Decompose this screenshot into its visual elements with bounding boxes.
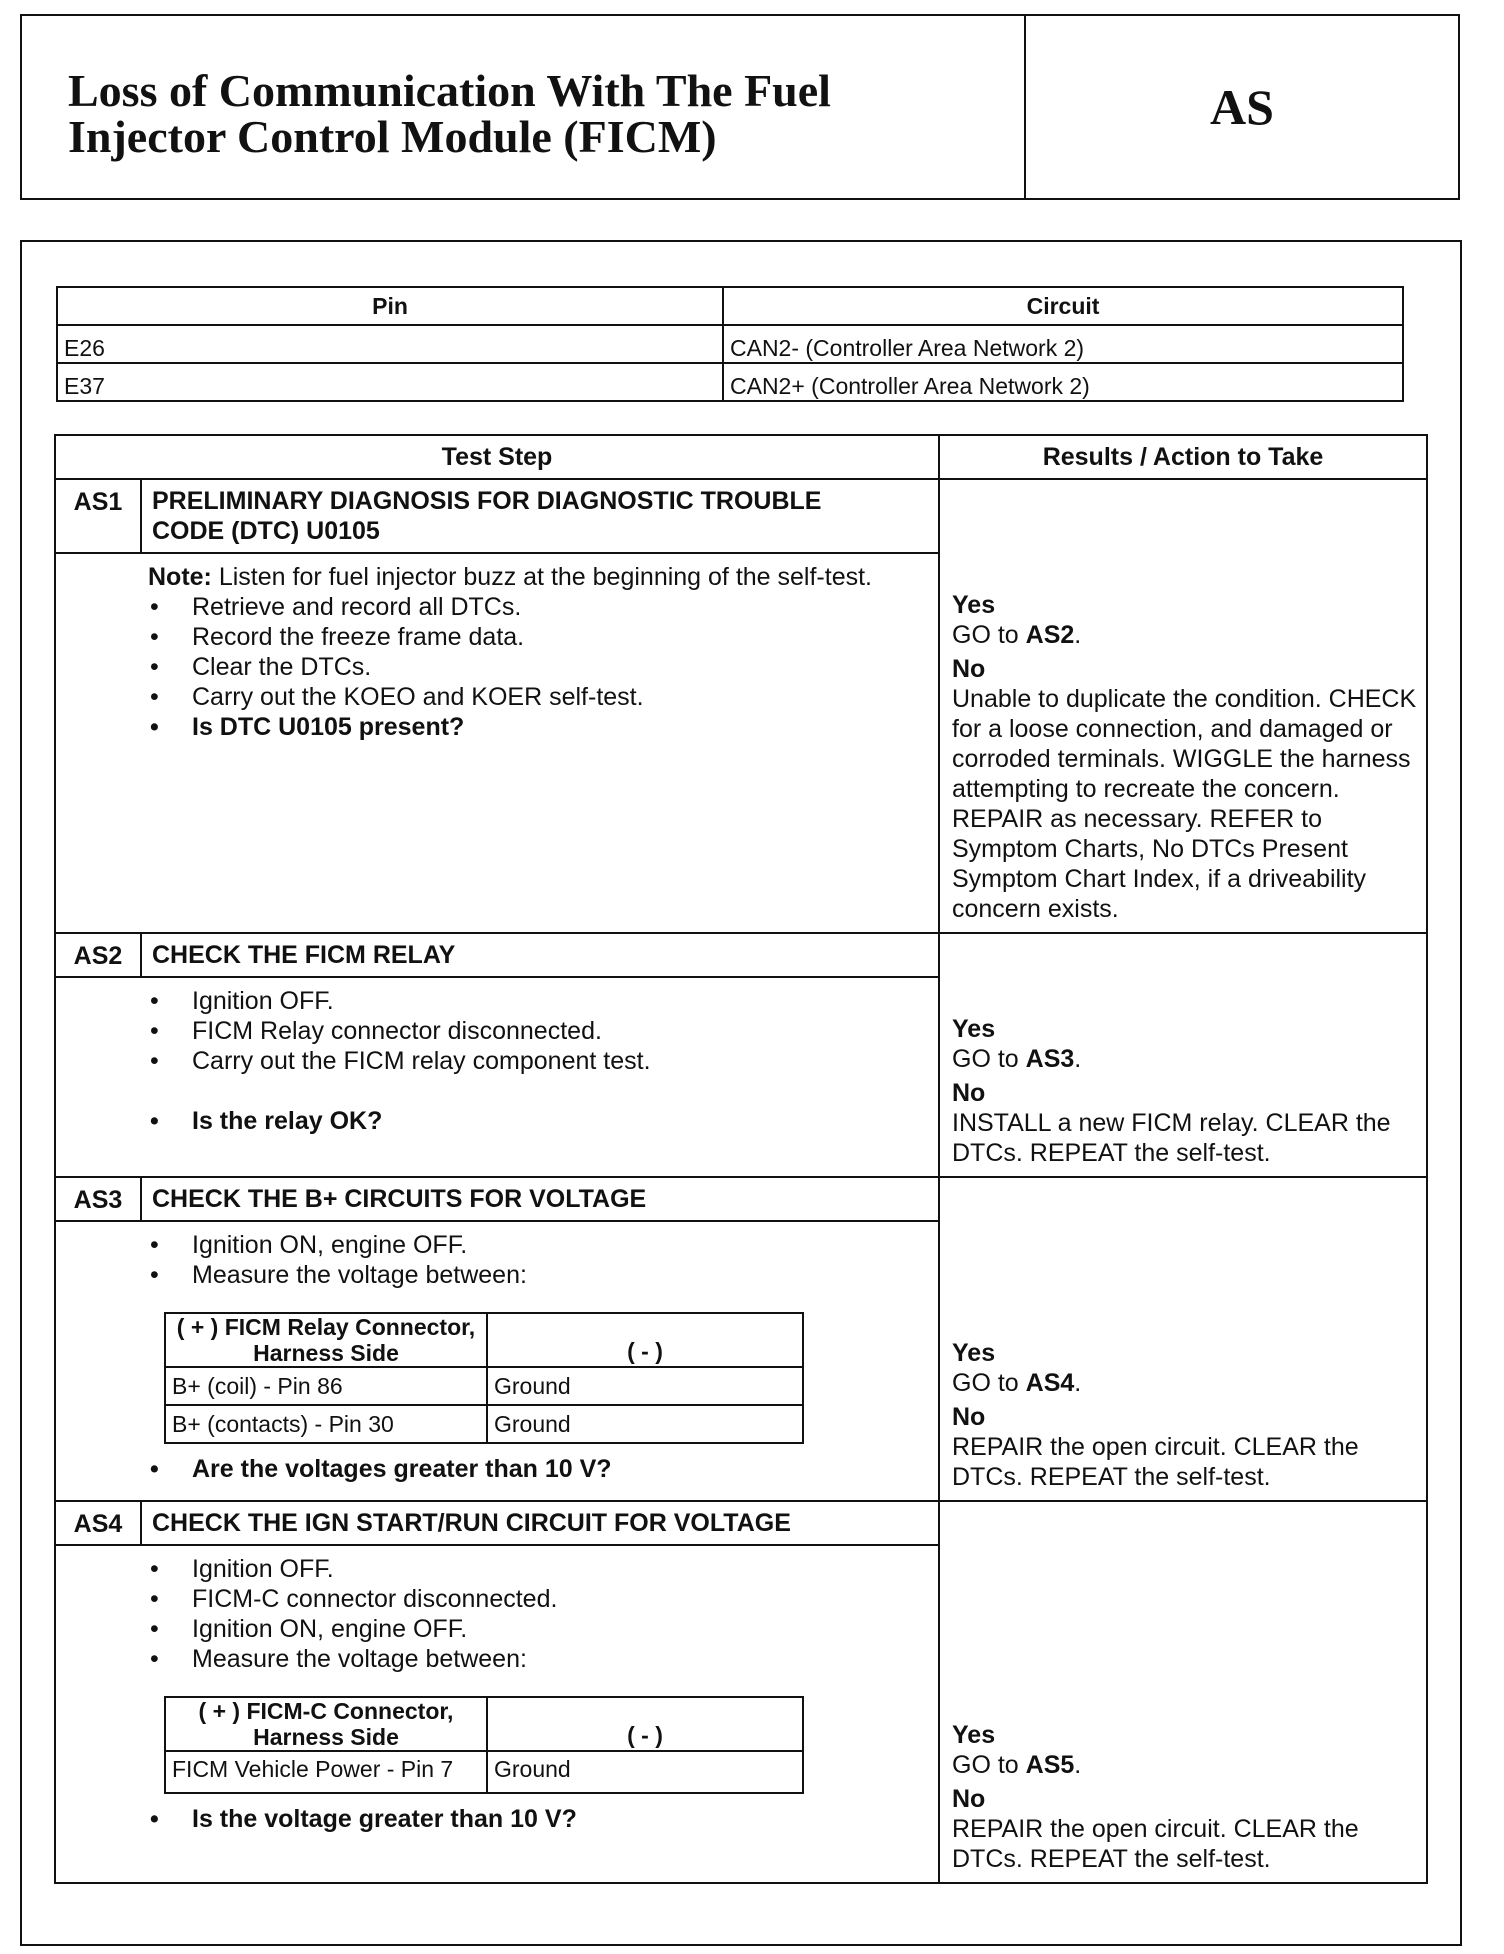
goto-text: GO to xyxy=(952,1751,1026,1779)
list-item: • Ignition ON, engine OFF. xyxy=(148,1614,928,1644)
minus-terminal-header: ( - ) xyxy=(487,1697,803,1751)
step-id: AS3 xyxy=(55,1177,141,1221)
pin-column-header: Pin xyxy=(57,287,723,325)
step-as4-title-row xyxy=(55,1501,1427,1545)
test-step-table xyxy=(54,434,1428,1884)
yes-action: GO to AS3. xyxy=(952,1045,1082,1073)
step-body xyxy=(55,553,939,933)
yes-label: Yes xyxy=(952,591,996,619)
list-item: • Measure the voltage between: xyxy=(148,1260,928,1290)
yes-label: Yes xyxy=(952,1721,996,1749)
goto-text: GO to xyxy=(952,1369,1026,1397)
no-label: No xyxy=(952,1079,986,1107)
yes-action: GO to AS2. xyxy=(952,621,1082,649)
list-item: • Retrieve and record all DTCs. xyxy=(148,592,928,622)
minus-terminal-cell: Ground xyxy=(487,1405,803,1443)
table-row xyxy=(165,1367,803,1405)
no-action: REPAIR the open circuit. CLEAR the DTCs. REPEAT the self-test. xyxy=(952,1433,1359,1491)
circuit-column-header: Circuit xyxy=(723,287,1403,325)
list-item: • FICM-C connector disconnected. xyxy=(148,1584,928,1614)
measurement-header-row xyxy=(165,1313,803,1367)
step-result xyxy=(939,933,1427,1177)
step-as1-title-row xyxy=(55,479,1427,553)
measurement-table xyxy=(164,1312,804,1444)
step-id: AS4 xyxy=(55,1501,141,1545)
minus-terminal-cell: Ground xyxy=(487,1751,803,1793)
goto-target-link[interactable]: AS5 xyxy=(1025,1751,1075,1779)
step-as3-title-row xyxy=(55,1177,1427,1221)
goto-target-link[interactable]: AS2 xyxy=(1025,621,1075,649)
list-item: • Record the freeze frame data. xyxy=(148,622,928,652)
table-row xyxy=(57,363,1403,401)
minus-terminal-cell: Ground xyxy=(487,1367,803,1405)
no-label: No xyxy=(952,1403,986,1431)
list-item: • Ignition OFF. xyxy=(148,1554,928,1584)
page-header xyxy=(20,14,1460,200)
yes-label: Yes xyxy=(952,1015,996,1043)
no-label: No xyxy=(952,655,986,683)
circuit-cell: CAN2- (Controller Area Network 2) xyxy=(723,325,1403,363)
step-table-header-row xyxy=(55,435,1427,479)
no-label: No xyxy=(952,1785,986,1813)
minus-terminal-header: ( - ) xyxy=(487,1313,803,1367)
plus-terminal-header: ( + ) FICM Relay Connector, Harness Side xyxy=(165,1313,487,1367)
table-row xyxy=(165,1405,803,1443)
step-id: AS1 xyxy=(55,479,141,553)
test-step-header: Test Step xyxy=(55,435,939,479)
list-item: • FICM Relay connector disconnected. xyxy=(148,1016,928,1046)
yes-action: GO to AS4. xyxy=(952,1369,1082,1397)
goto-target-link[interactable]: AS4 xyxy=(1025,1369,1075,1397)
step-question: • Is DTC U0105 present? xyxy=(148,712,928,742)
step-note xyxy=(148,562,928,592)
title-line-1: Loss of Communication With The Fuel xyxy=(68,65,831,116)
step-bullet-list xyxy=(148,592,928,742)
list-item: • Measure the voltage between: xyxy=(148,1644,928,1674)
yes-label: Yes xyxy=(952,1339,996,1367)
step-question: • Are the voltages greater than 10 V? xyxy=(148,1454,928,1484)
step-question: • Is the voltage greater than 10 V? xyxy=(148,1804,928,1834)
plus-terminal-cell: B+ (contacts) - Pin 30 xyxy=(165,1405,487,1443)
step-body xyxy=(55,1545,939,1883)
yes-action: GO to AS5. xyxy=(952,1751,1082,1779)
step-question: • Is the relay OK? xyxy=(148,1106,928,1136)
no-action: REPAIR the open circuit. CLEAR the DTCs. REPEAT the self-test. xyxy=(952,1815,1359,1873)
table-row xyxy=(165,1751,803,1793)
circuit-cell: CAN2+ (Controller Area Network 2) xyxy=(723,363,1403,401)
step-question-list xyxy=(148,1454,928,1484)
step-title-line: CODE (DTC) U0105 xyxy=(152,517,380,545)
no-action: INSTALL a new FICM relay. CLEAR the DTCs. REPEAT the self-test. xyxy=(952,1109,1391,1167)
note-text: Listen for fuel injector buzz at the beginning of the self-test. xyxy=(211,563,872,591)
plus-terminal-header: ( + ) FICM-C Connector, Harness Side xyxy=(165,1697,487,1751)
section-code: AS xyxy=(1210,79,1274,135)
plus-terminal-cell: B+ (coil) - Pin 86 xyxy=(165,1367,487,1405)
table-row xyxy=(57,325,1403,363)
pin-cell: E26 xyxy=(57,325,723,363)
goto-text: GO to xyxy=(952,621,1026,649)
step-question-list xyxy=(148,1804,928,1834)
list-item: • Carry out the FICM relay component test. xyxy=(148,1046,928,1076)
page-title xyxy=(22,16,1026,198)
plus-terminal-cell: FICM Vehicle Power - Pin 7 xyxy=(165,1751,487,1793)
goto-text: GO to xyxy=(952,1045,1026,1073)
list-item: • Ignition ON, engine OFF. xyxy=(148,1230,928,1260)
step-body xyxy=(55,977,939,1177)
list-item: • Clear the DTCs. xyxy=(148,652,928,682)
step-bullet-list xyxy=(148,986,928,1136)
list-item: • Ignition OFF. xyxy=(148,986,928,1016)
note-label: Note: xyxy=(148,563,212,591)
step-title xyxy=(141,479,939,553)
step-body xyxy=(55,1221,939,1501)
step-result xyxy=(939,1501,1427,1883)
pin-circuit-table xyxy=(56,286,1404,402)
results-header: Results / Action to Take xyxy=(939,435,1427,479)
step-title: CHECK THE B+ CIRCUITS FOR VOLTAGE xyxy=(141,1177,939,1221)
step-result xyxy=(939,1177,1427,1501)
pin-cell: E37 xyxy=(57,363,723,401)
step-title: CHECK THE IGN START/RUN CIRCUIT FOR VOLTAGE xyxy=(141,1501,939,1545)
measurement-header-row xyxy=(165,1697,803,1751)
step-id: AS2 xyxy=(55,933,141,977)
step-title-line: PRELIMINARY DIAGNOSIS FOR DIAGNOSTIC TROUBLE xyxy=(152,487,822,515)
pin-table-header-row xyxy=(57,287,1403,325)
list-item: • Carry out the KOEO and KOER self-test. xyxy=(148,682,928,712)
no-action: Unable to duplicate the condition. CHECK for a loose connection, and damaged or corroded terminals. WIGGLE the harness attempting to recreate the concern. REPAIR as necessary. REFER to Symptom Charts, No DTCs Present Symptom Chart Index, if a driveability concern exists. xyxy=(952,685,1417,923)
title-line-2: Injector Control Module (FICM) xyxy=(68,111,717,162)
step-as2-title-row xyxy=(55,933,1427,977)
step-bullet-list xyxy=(148,1554,928,1674)
measurement-table xyxy=(164,1696,804,1794)
goto-target-link[interactable]: AS3 xyxy=(1025,1045,1075,1073)
step-result xyxy=(939,479,1427,933)
step-title: CHECK THE FICM RELAY xyxy=(141,933,939,977)
step-bullet-list xyxy=(148,1230,928,1290)
